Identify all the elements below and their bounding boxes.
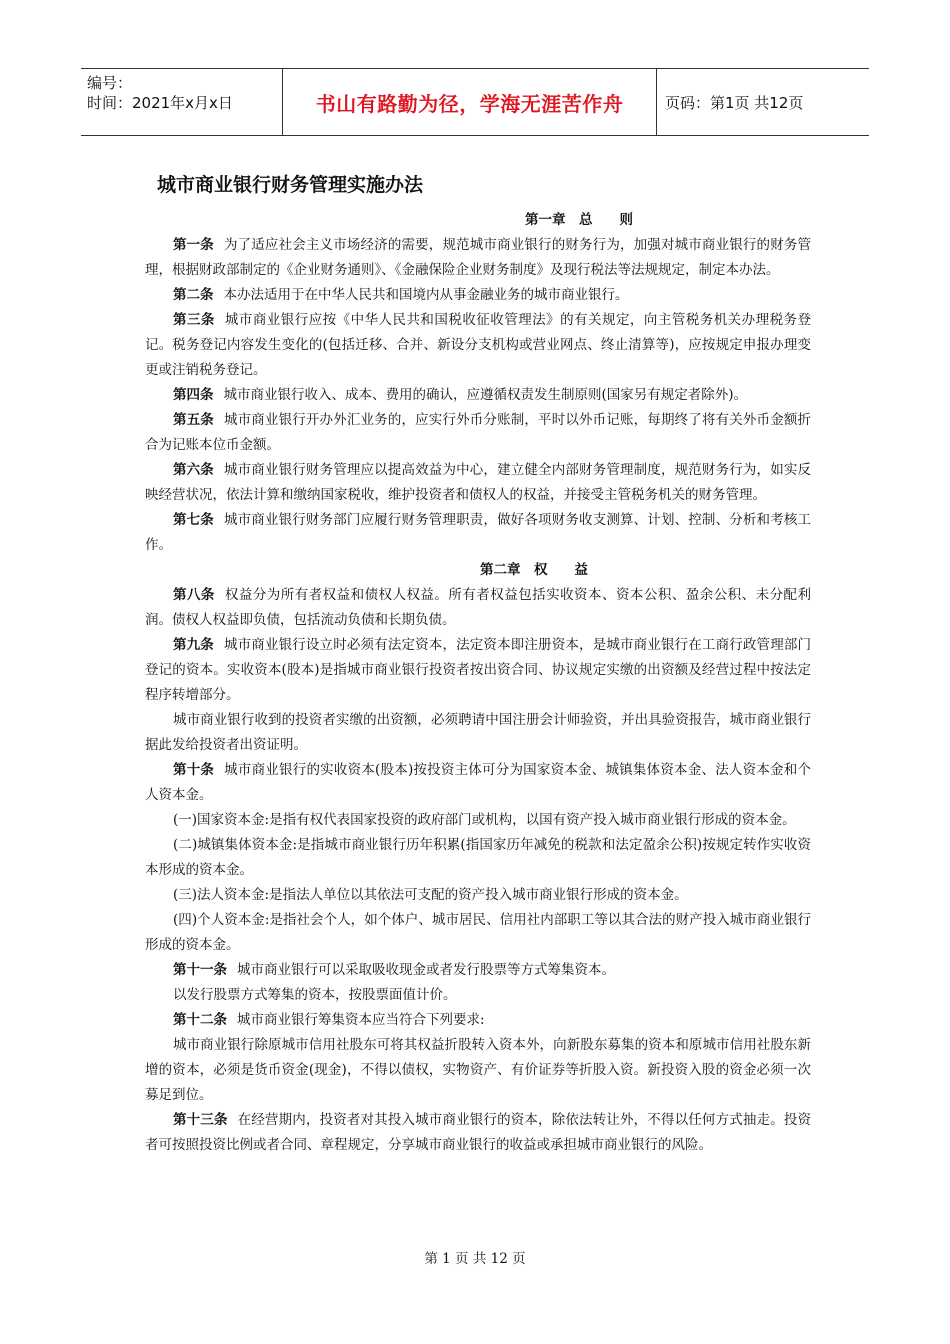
- body-paragraph: [145, 1033, 811, 1108]
- body-paragraph: [145, 808, 811, 833]
- article-number: 第十一条: [173, 962, 227, 978]
- paragraph-text: 城市商业银行收到的投资者实缴的出资额，必须聘请中国注册会计师验资，并出具验资报告，城市商业银行据此发给投资者出资证明。: [145, 712, 811, 753]
- article-paragraph: [145, 308, 811, 383]
- paragraph-text: (四)个人资本金:是指社会个人，如个体户、城市居民、信用社内部职工等以其合法的财产投入城市商业银行形成的资本金。: [145, 912, 811, 953]
- article-paragraph: [145, 408, 811, 458]
- article-paragraph: [145, 758, 811, 808]
- motto-cell: [283, 69, 657, 135]
- paragraph-text: 城市商业银行开办外汇业务的，应实行外币分账制，平时以外币记账，每期终了将有关外币金额折合为记账本位币金额。: [145, 412, 812, 453]
- article-paragraph: [145, 458, 811, 508]
- paragraph-text: 城市商业银行收入、成本、费用的确认，应遵循权责发生制原则(国家另有规定者除外)。: [223, 387, 748, 403]
- article-number: 第七条: [173, 512, 214, 528]
- paragraph-text: 以发行股票方式筹集的资本，按股票面值计价。: [173, 987, 457, 1003]
- paragraph-text: (一)国家资本金:是指有权代表国家投资的政府部门或机构，以国有资产投入城市商业银行形成的资本金。: [173, 812, 796, 828]
- article-number: 第一条: [173, 237, 214, 253]
- document-title: 城市商业银行财务管理实施办法: [157, 174, 424, 196]
- article-number: 第五条: [173, 412, 214, 428]
- page-info-cell: [657, 69, 869, 135]
- article-paragraph: [145, 383, 811, 408]
- paragraph-text: 在经营期内，投资者对其投入城市商业银行的资本，除依法转让外，不得以任何方式抽走。投资者可按照投资比例或者合同、章程规定，分享城市商业银行的收益或承担城市商业银行的风险。: [145, 1112, 812, 1153]
- header-meta-cell: [81, 69, 283, 135]
- paragraph-text: 本办法适用于在中华人民共和国境内从事金融业务的城市商业银行。: [223, 287, 629, 303]
- article-number: 第四条: [173, 387, 214, 403]
- article-paragraph: [145, 583, 811, 633]
- motto-text: 书山有路勤为径，学海无涯苦作舟: [315, 91, 624, 116]
- article-paragraph: [145, 633, 811, 708]
- article-number: 第八条: [173, 587, 215, 603]
- article-number: 第三条: [173, 312, 215, 328]
- paragraph-text: 城市商业银行财务管理应以提高效益为中心，建立健全内部财务管理制度，规范财务行为，如实反映经营状况，依法计算和缴纳国家税收，维护投资者和债权人的权益，并接受主管税务机关的财务管理。: [145, 462, 812, 503]
- body-paragraph: [145, 908, 811, 958]
- article-number: 第十条: [173, 762, 215, 778]
- paragraph-text: 城市商业银行除原城市信用社股东可将其权益折股转入资本外，向新股东募集的资本和原城市信用社股东新增的资本，必须是货币资金(现金)，不得以债权，实物资产、有价证券等折股入资。新投资入股的资金必须一次募足到位。: [145, 1037, 811, 1103]
- paragraph-text: 城市商业银行可以采取吸收现金或者发行股票等方式筹集资本。: [237, 962, 615, 978]
- article-paragraph: [145, 1008, 811, 1033]
- body-paragraph: [145, 833, 811, 883]
- article-number: 第九条: [173, 637, 214, 653]
- time-label: 时间：2021年x月x日: [87, 94, 233, 112]
- number-label: 编号：: [87, 74, 133, 92]
- document-body: [145, 208, 811, 1158]
- page-footer: 第 1 页 共 12 页: [424, 1251, 526, 1267]
- article-paragraph: [145, 1108, 811, 1158]
- body-paragraph: [145, 708, 811, 758]
- paragraph-text: 权益分为所有者权益和债权人权益。所有者权益包括实收资本、资本公积、盈余公积、未分配利润。债权人权益即负债，包括流动负债和长期负债。: [145, 587, 812, 628]
- page-info-text: 页码：第1页 共12页: [665, 93, 804, 112]
- paragraph-text: 城市商业银行筹集资本应当符合下列要求:: [237, 1012, 485, 1028]
- chapter-heading: 第一章 总 则: [525, 212, 633, 228]
- article-number: 第六条: [173, 462, 214, 478]
- paragraph-text: 城市商业银行应按《中华人民共和国税收征收管理法》的有关规定，向主管税务机关办理税务登记。税务登记内容发生变化的(包括迁移、合并、新设分支机构或营业网点、终止清算等)，应按规定申报办理变更或注销税务登记。: [145, 312, 812, 378]
- paragraph-text: 城市商业银行设立时必须有法定资本，法定资本即注册资本，是城市商业银行在工商行政管理部门登记的资本。实收资本(股本)是指城市商业银行投资者按出资合同、协议规定实缴的出资额及经营过程中按法定程序转增部分。: [145, 637, 812, 703]
- article-number: 第二条: [173, 287, 214, 303]
- article-number: 第十二条: [173, 1012, 227, 1028]
- paragraph-text: (三)法人资本金:是指法人单位以其依法可支配的资产投入城市商业银行形成的资本金。: [173, 887, 688, 903]
- article-paragraph: [145, 958, 811, 983]
- article-paragraph: [145, 508, 811, 558]
- article-paragraph: [145, 283, 811, 308]
- body-paragraph: [145, 883, 811, 908]
- paragraph-text: 城市商业银行财务部门应履行财务管理职责，做好各项财务收支测算、计划、控制、分析和考核工作。: [145, 512, 812, 553]
- paragraph-text: 城市商业银行的实收资本(股本)按投资主体可分为国家资本金、城镇集体资本金、法人资本金和个人资本金。: [145, 762, 811, 803]
- chapter-heading: 第二章 权 益: [480, 562, 588, 578]
- article-paragraph: [145, 233, 811, 283]
- paragraph-text: 为了适应社会主义市场经济的需要，规范城市商业银行的财务行为，加强对城市商业银行的财务管理，根据财政部制定的《企业财务通则》、《金融保险企业财务制度》及现行税法等法规规定，制定本办法。: [145, 237, 812, 278]
- article-number: 第十三条: [173, 1112, 228, 1128]
- body-paragraph: [145, 983, 811, 1008]
- header-table: [81, 68, 869, 136]
- paragraph-text: (二)城镇集体资本金:是指城市商业银行历年积累(指国家历年减免的税款和法定盈余公积)按规定转作实收资本形成的资本金。: [145, 837, 811, 878]
